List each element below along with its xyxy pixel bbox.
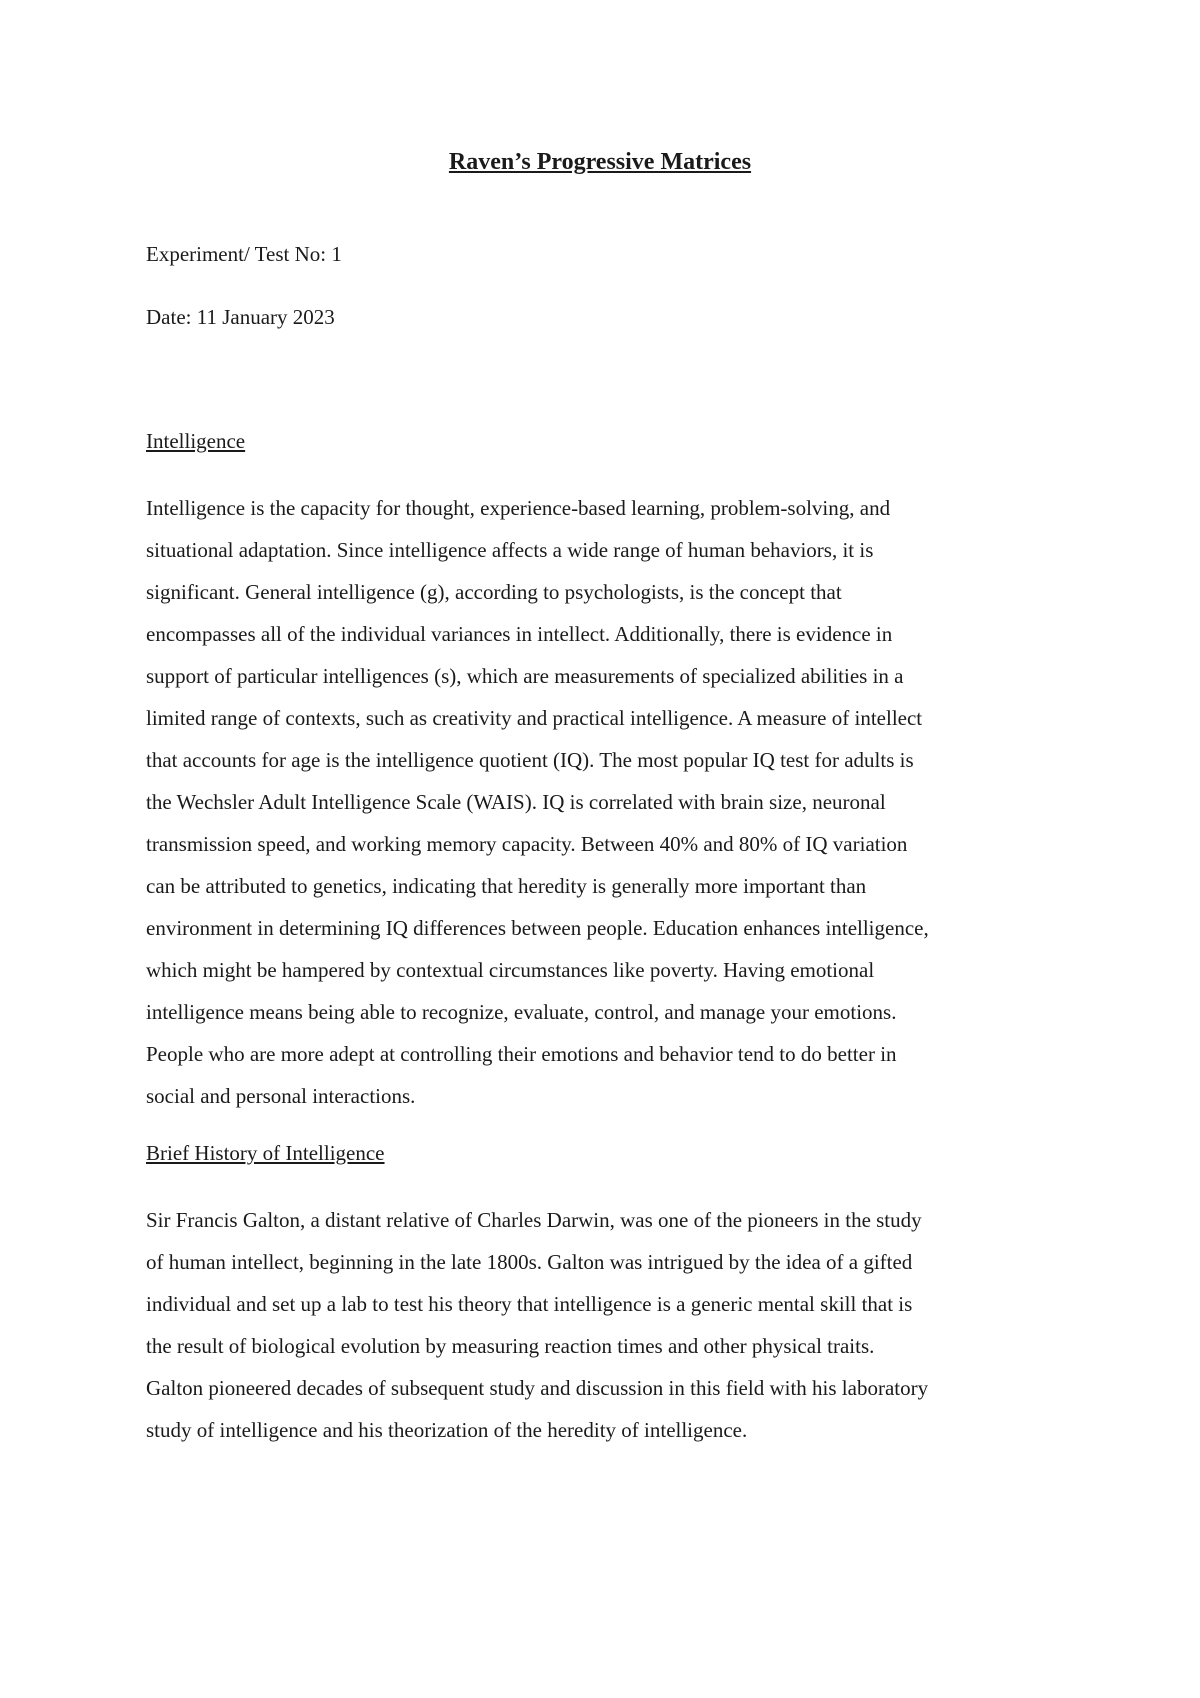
text-line: significant. General intelligence (g), according to psychologists, is the concept that [146, 580, 842, 604]
text-line: intelligence means being able to recognize, evaluate, control, and manage your emotions. [146, 1000, 897, 1024]
text-line: that accounts for age is the intelligence quotient (IQ). The most popular IQ test for adults is [146, 748, 914, 772]
text-line: transmission speed, and working memory capacity. Between 40% and 80% of IQ variation [146, 832, 908, 856]
text-line: which might be hampered by contextual circumstances like poverty. Having emotional [146, 958, 875, 982]
text-line: the Wechsler Adult Intelligence Scale (WAIS). IQ is correlated with brain size, neuronal [146, 790, 886, 814]
section-heading-intelligence: Intelligence [146, 429, 246, 453]
text-line: limited range of contexts, such as creativity and practical intelligence. A measure of intellect [146, 706, 923, 730]
text-line: support of particular intelligences (s), which are measurements of specialized abilities in a [146, 664, 904, 688]
section-heading-brief-history: Brief History of Intelligence [146, 1141, 385, 1165]
text-line: situational adaptation. Since intelligence affects a wide range of human behaviors, it is [146, 538, 874, 562]
experiment-number: Experiment/ Test No: 1 [146, 242, 342, 266]
text-line: environment in determining IQ differences between people. Education enhances intelligence, [146, 916, 929, 940]
text-line: study of intelligence and his theorization of the heredity of intelligence. [146, 1418, 748, 1442]
text-line: social and personal interactions. [146, 1084, 416, 1108]
paragraph-intelligence [146, 487, 1066, 1117]
text-line: can be attributed to genetics, indicating that heredity is generally more important than [146, 874, 867, 898]
experiment-date: Date: 11 January 2023 [146, 305, 335, 329]
text-line: Sir Francis Galton, a distant relative of Charles Darwin, was one of the pioneers in the study [146, 1208, 922, 1232]
paragraph-brief-history [146, 1199, 1066, 1451]
text-line: Intelligence is the capacity for thought, experience-based learning, problem-solving, and [146, 496, 891, 520]
text-line: of human intellect, beginning in the late 1800s. Galton was intrigued by the idea of a gifted [146, 1250, 913, 1274]
text-line: the result of biological evolution by measuring reaction times and other physical traits. [146, 1334, 875, 1358]
text-line: Galton pioneered decades of subsequent study and discussion in this field with his laboratory [146, 1376, 929, 1400]
text-line: People who are more adept at controlling their emotions and behavior tend to do better in [146, 1042, 897, 1066]
text-line: encompasses all of the individual variances in intellect. Additionally, there is evidence in [146, 622, 893, 646]
text-line: individual and set up a lab to test his theory that intelligence is a generic mental skill that is [146, 1292, 913, 1316]
document-title: Raven’s Progressive Matrices [448, 149, 752, 175]
